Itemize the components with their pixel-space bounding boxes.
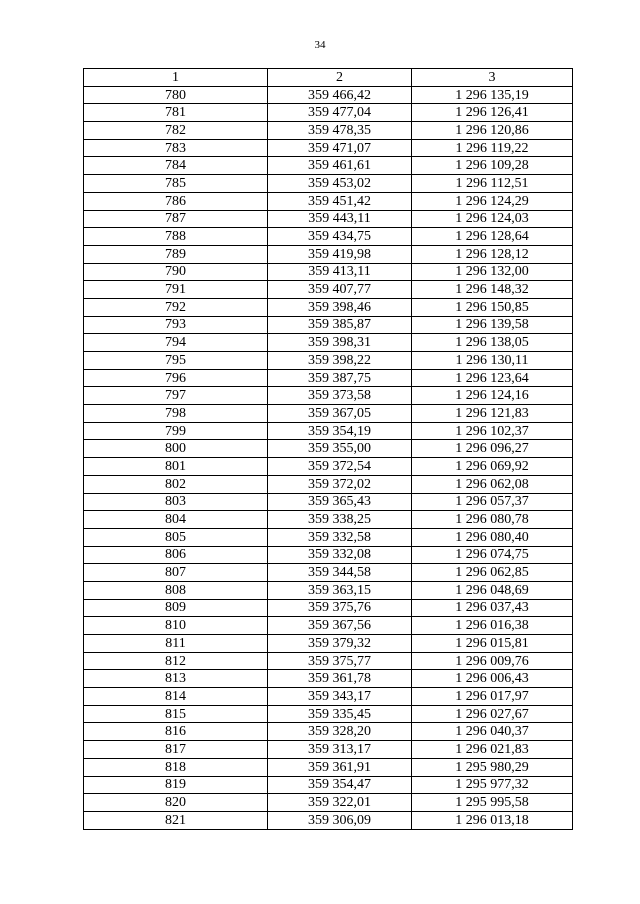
x-coordinate-cell: 359 373,58	[268, 387, 412, 405]
point-number-cell: 793	[84, 316, 268, 334]
x-coordinate-cell: 359 372,02	[268, 475, 412, 493]
y-coordinate-cell: 1 296 128,12	[412, 245, 573, 263]
point-number-cell: 786	[84, 192, 268, 210]
table-row	[84, 741, 573, 759]
x-coordinate-cell: 359 385,87	[268, 316, 412, 334]
table-row	[84, 298, 573, 316]
point-number-cell: 789	[84, 245, 268, 263]
y-coordinate-cell: 1 296 102,37	[412, 422, 573, 440]
x-coordinate-cell: 359 354,19	[268, 422, 412, 440]
y-coordinate-cell: 1 296 124,03	[412, 210, 573, 228]
y-coordinate-cell: 1 296 006,43	[412, 670, 573, 688]
point-number-cell: 790	[84, 263, 268, 281]
y-coordinate-cell: 1 295 995,58	[412, 794, 573, 812]
table-body	[84, 86, 573, 829]
table-row	[84, 86, 573, 104]
column-header: 2	[268, 69, 412, 87]
table-row	[84, 228, 573, 246]
point-number-cell: 817	[84, 741, 268, 759]
column-header: 3	[412, 69, 573, 87]
y-coordinate-cell: 1 296 121,83	[412, 405, 573, 423]
table-header-row	[84, 69, 573, 87]
coordinates-table	[83, 68, 573, 830]
point-number-cell: 782	[84, 122, 268, 140]
table-row	[84, 581, 573, 599]
x-coordinate-cell: 359 443,11	[268, 210, 412, 228]
table-row	[84, 511, 573, 529]
x-coordinate-cell: 359 453,02	[268, 175, 412, 193]
y-coordinate-cell: 1 296 148,32	[412, 281, 573, 299]
table-row	[84, 316, 573, 334]
point-number-cell: 810	[84, 617, 268, 635]
y-coordinate-cell: 1 296 132,00	[412, 263, 573, 281]
x-coordinate-cell: 359 379,32	[268, 635, 412, 653]
point-number-cell: 783	[84, 139, 268, 157]
x-coordinate-cell: 359 361,91	[268, 758, 412, 776]
table-row	[84, 758, 573, 776]
table-row	[84, 493, 573, 511]
y-coordinate-cell: 1 296 128,64	[412, 228, 573, 246]
point-number-cell: 806	[84, 546, 268, 564]
x-coordinate-cell: 359 365,43	[268, 493, 412, 511]
x-coordinate-cell: 359 367,05	[268, 405, 412, 423]
point-number-cell: 803	[84, 493, 268, 511]
x-coordinate-cell: 359 306,09	[268, 811, 412, 829]
x-coordinate-cell: 359 413,11	[268, 263, 412, 281]
y-coordinate-cell: 1 296 138,05	[412, 334, 573, 352]
y-coordinate-cell: 1 296 074,75	[412, 546, 573, 564]
y-coordinate-cell: 1 296 048,69	[412, 581, 573, 599]
y-coordinate-cell: 1 296 017,97	[412, 688, 573, 706]
x-coordinate-cell: 359 407,77	[268, 281, 412, 299]
point-number-cell: 795	[84, 352, 268, 370]
y-coordinate-cell: 1 296 130,11	[412, 352, 573, 370]
table-row	[84, 387, 573, 405]
x-coordinate-cell: 359 471,07	[268, 139, 412, 157]
table-row	[84, 475, 573, 493]
table-row	[84, 546, 573, 564]
x-coordinate-cell: 359 419,98	[268, 245, 412, 263]
table-row	[84, 794, 573, 812]
table-row	[84, 352, 573, 370]
y-coordinate-cell: 1 296 040,37	[412, 723, 573, 741]
x-coordinate-cell: 359 375,76	[268, 599, 412, 617]
table-row	[84, 263, 573, 281]
point-number-cell: 780	[84, 86, 268, 104]
point-number-cell: 819	[84, 776, 268, 794]
y-coordinate-cell: 1 296 015,81	[412, 635, 573, 653]
point-number-cell: 785	[84, 175, 268, 193]
y-coordinate-cell: 1 296 062,85	[412, 564, 573, 582]
x-coordinate-cell: 359 466,42	[268, 86, 412, 104]
y-coordinate-cell: 1 296 123,64	[412, 369, 573, 387]
x-coordinate-cell: 359 375,77	[268, 652, 412, 670]
x-coordinate-cell: 359 461,61	[268, 157, 412, 175]
point-number-cell: 802	[84, 475, 268, 493]
x-coordinate-cell: 359 328,20	[268, 723, 412, 741]
y-coordinate-cell: 1 296 027,67	[412, 705, 573, 723]
x-coordinate-cell: 359 344,58	[268, 564, 412, 582]
x-coordinate-cell: 359 354,47	[268, 776, 412, 794]
table-row	[84, 122, 573, 140]
point-number-cell: 799	[84, 422, 268, 440]
point-number-cell: 813	[84, 670, 268, 688]
y-coordinate-cell: 1 296 124,29	[412, 192, 573, 210]
x-coordinate-cell: 359 387,75	[268, 369, 412, 387]
y-coordinate-cell: 1 296 037,43	[412, 599, 573, 617]
point-number-cell: 807	[84, 564, 268, 582]
y-coordinate-cell: 1 295 980,29	[412, 758, 573, 776]
x-coordinate-cell: 359 398,31	[268, 334, 412, 352]
x-coordinate-cell: 359 478,35	[268, 122, 412, 140]
table-row	[84, 245, 573, 263]
table-row	[84, 157, 573, 175]
point-number-cell: 792	[84, 298, 268, 316]
x-coordinate-cell: 359 343,17	[268, 688, 412, 706]
y-coordinate-cell: 1 296 139,58	[412, 316, 573, 334]
x-coordinate-cell: 359 477,04	[268, 104, 412, 122]
x-coordinate-cell: 359 363,15	[268, 581, 412, 599]
y-coordinate-cell: 1 296 021,83	[412, 741, 573, 759]
point-number-cell: 784	[84, 157, 268, 175]
x-coordinate-cell: 359 361,78	[268, 670, 412, 688]
x-coordinate-cell: 359 451,42	[268, 192, 412, 210]
point-number-cell: 800	[84, 440, 268, 458]
x-coordinate-cell: 359 332,08	[268, 546, 412, 564]
point-number-cell: 791	[84, 281, 268, 299]
point-number-cell: 808	[84, 581, 268, 599]
point-number-cell: 801	[84, 458, 268, 476]
point-number-cell: 794	[84, 334, 268, 352]
point-number-cell: 788	[84, 228, 268, 246]
point-number-cell: 818	[84, 758, 268, 776]
x-coordinate-cell: 359 372,54	[268, 458, 412, 476]
point-number-cell: 797	[84, 387, 268, 405]
table-row	[84, 635, 573, 653]
table-row	[84, 210, 573, 228]
table-row	[84, 688, 573, 706]
table-row	[84, 617, 573, 635]
y-coordinate-cell: 1 296 013,18	[412, 811, 573, 829]
table-row	[84, 670, 573, 688]
y-coordinate-cell: 1 296 135,19	[412, 86, 573, 104]
x-coordinate-cell: 359 367,56	[268, 617, 412, 635]
y-coordinate-cell: 1 296 009,76	[412, 652, 573, 670]
point-number-cell: 821	[84, 811, 268, 829]
table-row	[84, 776, 573, 794]
y-coordinate-cell: 1 296 096,27	[412, 440, 573, 458]
y-coordinate-cell: 1 296 119,22	[412, 139, 573, 157]
table-row	[84, 369, 573, 387]
table-row	[84, 139, 573, 157]
table-row	[84, 599, 573, 617]
y-coordinate-cell: 1 296 120,86	[412, 122, 573, 140]
y-coordinate-cell: 1 296 150,85	[412, 298, 573, 316]
point-number-cell: 804	[84, 511, 268, 529]
table-row	[84, 175, 573, 193]
x-coordinate-cell: 359 398,46	[268, 298, 412, 316]
point-number-cell: 820	[84, 794, 268, 812]
point-number-cell: 781	[84, 104, 268, 122]
table-row	[84, 192, 573, 210]
table-row	[84, 811, 573, 829]
y-coordinate-cell: 1 295 977,32	[412, 776, 573, 794]
point-number-cell: 812	[84, 652, 268, 670]
y-coordinate-cell: 1 296 112,51	[412, 175, 573, 193]
y-coordinate-cell: 1 296 062,08	[412, 475, 573, 493]
page-number: 34	[314, 39, 326, 51]
y-coordinate-cell: 1 296 057,37	[412, 493, 573, 511]
x-coordinate-cell: 359 332,58	[268, 528, 412, 546]
column-header: 1	[84, 69, 268, 87]
point-number-cell: 809	[84, 599, 268, 617]
table-row	[84, 723, 573, 741]
table-row	[84, 334, 573, 352]
x-coordinate-cell: 359 355,00	[268, 440, 412, 458]
x-coordinate-cell: 359 322,01	[268, 794, 412, 812]
x-coordinate-cell: 359 434,75	[268, 228, 412, 246]
y-coordinate-cell: 1 296 126,41	[412, 104, 573, 122]
x-coordinate-cell: 359 398,22	[268, 352, 412, 370]
table-row	[84, 440, 573, 458]
table-row	[84, 405, 573, 423]
x-coordinate-cell: 359 338,25	[268, 511, 412, 529]
y-coordinate-cell: 1 296 080,40	[412, 528, 573, 546]
x-coordinate-cell: 359 335,45	[268, 705, 412, 723]
y-coordinate-cell: 1 296 016,38	[412, 617, 573, 635]
x-coordinate-cell: 359 313,17	[268, 741, 412, 759]
table-row	[84, 705, 573, 723]
table-row	[84, 528, 573, 546]
point-number-cell: 805	[84, 528, 268, 546]
y-coordinate-cell: 1 296 124,16	[412, 387, 573, 405]
table-row	[84, 422, 573, 440]
point-number-cell: 787	[84, 210, 268, 228]
y-coordinate-cell: 1 296 109,28	[412, 157, 573, 175]
y-coordinate-cell: 1 296 069,92	[412, 458, 573, 476]
point-number-cell: 811	[84, 635, 268, 653]
point-number-cell: 798	[84, 405, 268, 423]
point-number-cell: 796	[84, 369, 268, 387]
table-row	[84, 458, 573, 476]
point-number-cell: 815	[84, 705, 268, 723]
table-row	[84, 652, 573, 670]
table-row	[84, 564, 573, 582]
table-row	[84, 281, 573, 299]
y-coordinate-cell: 1 296 080,78	[412, 511, 573, 529]
table-row	[84, 104, 573, 122]
point-number-cell: 814	[84, 688, 268, 706]
point-number-cell: 816	[84, 723, 268, 741]
